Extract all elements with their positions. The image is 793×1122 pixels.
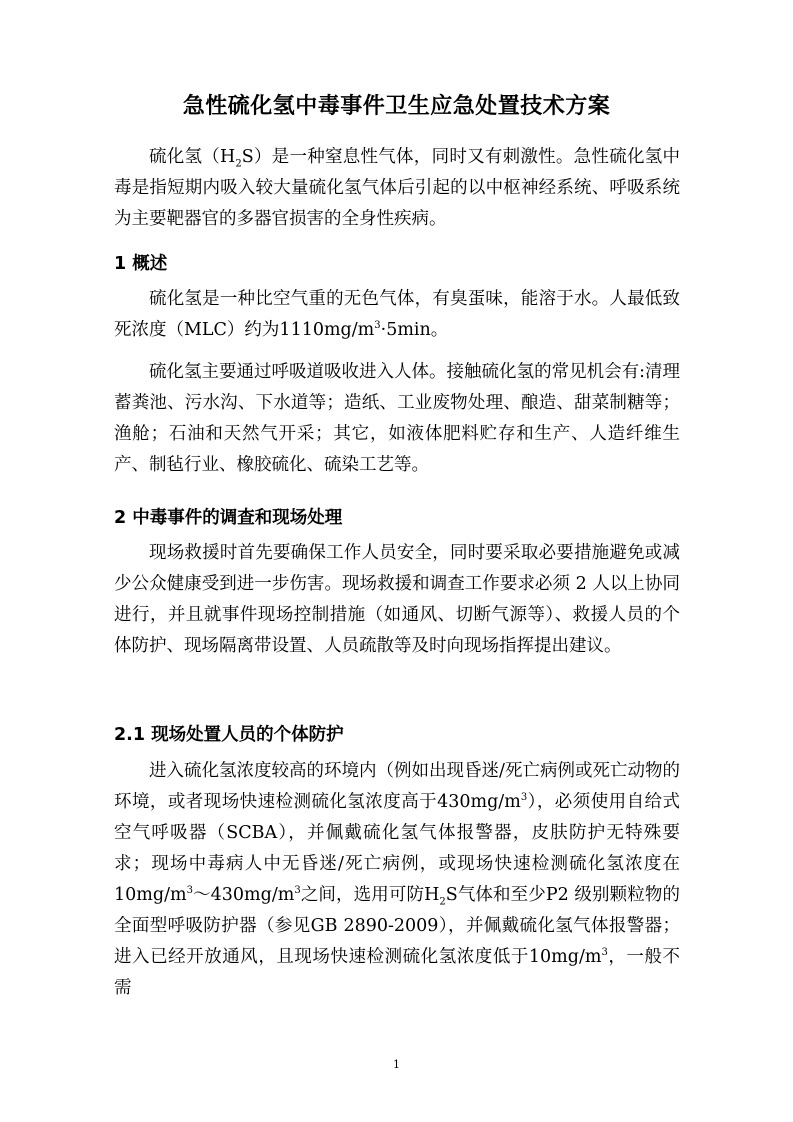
section-1-heading: 1 概述 bbox=[114, 254, 168, 274]
section-1-paragraph-2: 硫化氢主要通过呼吸道吸收进入人体。接触硫化氢的常见机会有:清理蓄粪池、污水沟、下水道等；造纸、工业废物处理、酿造、甜菜制糖等；渔舱；石油和天然气开采；其它，如液体肥料贮存和生产、人造纤维生产、制毡行业、橡胶硫化、硫染工艺等。 bbox=[114, 362, 680, 475]
intro-text: 硫化氢$(H_2S)$是一种窒息性气体，同时又有刺激性。急性硫化氢中毒是指短期内吸入较大量硫化氢气体后引起的以中枢神经系统、呼吸系统为主要靶器官的多器官损害的全身性疾病。 bbox=[114, 147, 680, 229]
document-title: 急性硫化氢中毒事件卫生应急处置技术方案 bbox=[182, 94, 611, 119]
section-2-paragraph-1: 现场救援时首先要确保工作人员安全，同时要采取必要措施避免或减少公众健康受到进一步伤害。现场救援和调查工作要求必须 2 人以上协同进行，并且就事件现场控制措施（如通风、切断气源等）、救援人员的个体防护、现场隔离带设置、人员疏散等及时向现场指挥提出建议。 bbox=[114, 543, 680, 656]
section-2-1-heading: 2.1 现场处置人员的个体防护 bbox=[114, 725, 344, 745]
section-1-paragraph-1: 硫化氢是一种比空气重的无色气体，有臭蛋味，能溶于水。人最低致死浓度（MLC）约为$1110mg/m^3\cdot 5\min$。 bbox=[114, 289, 680, 340]
section-2-heading: 2 中毒事件的调查和现场处理 bbox=[114, 508, 343, 528]
section-2-1-paragraph-1: 进入硫化氢浓度较高的环境内（例如出现昏迷/死亡病例或死亡动物的环境，或者现场快速检测硫化氢浓度高于$430mg/m^3$），必须使用自给式空气呼吸器（SCBA），并佩戴硫化氢气体报警器，皮肤防护无特殊要求；现场中毒病人中无昏迷/死亡病例，或现场快速检测硫化氢浓度在$10mg/m^3\sim 430mg/m^3$之间，选用可防$H_2S$气体和至少P2 级别颗粒物的全面型呼吸防护器（参见GB 2890-2009），并佩戴硫化氢气体报警器；进入已经开放通风，且现场快速检测硫化氢浓度低于$10mg/m^3$，一般不需 bbox=[114, 761, 681, 998]
page-number: 1 bbox=[393, 1058, 400, 1071]
intro-paragraph bbox=[114, 142, 680, 235]
